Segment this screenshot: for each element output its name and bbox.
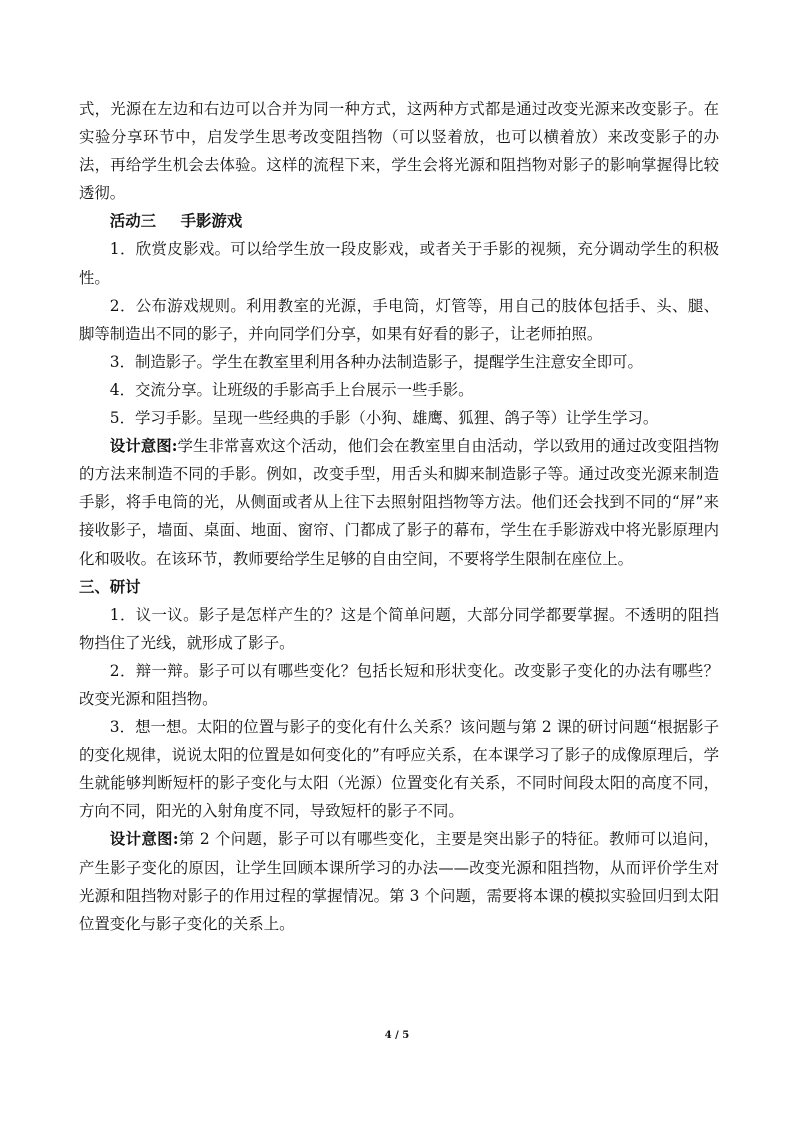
list-item: 1．欣赏皮影戏。可以给学生放一段皮影戏，或者关于手影的视频，充分调动学生的积极性。: [79, 240, 719, 287]
design-intent-paragraph: [79, 825, 719, 937]
activity-label: 活动三: [109, 212, 156, 231]
section-heading: 三、研讨: [79, 577, 141, 596]
list-item: 1．议一议。影子是怎样产生的？这是个简单问题，大部分同学都要掌握。不透明的阻挡物挡住了光线，就形成了影子。: [79, 605, 719, 652]
design-intent-text: 第 2 个问题，影子可以有哪些变化，主要是突出影子的特征。教师可以追问，产生影子变化的原因，让学生回顾本课所学习的办法——改变光源和阻挡物，从而评价学生对光源和阻挡物对影子的作用过程的掌握情况。第 3 个问题，需要将本课的模拟实验回归到太阳位置变化与影子变化的关系上。: [79, 830, 719, 933]
list-item: 2．辩一辩。影子可以有哪些变化？包括长短和形状变化。改变影子变化的办法有哪些？改变光源和阻挡物。: [79, 661, 719, 708]
design-intent-text: 学生非常喜欢这个活动，他们会在教室里自由活动，学以致用的通过改变阻挡物的方法来制造不同的手影。例如，改变手型，用舌头和脚来制造影子等。通过改变光源来制造手影，将手电筒的光，从侧面或者从上往下去照射阻挡物等方法。他们还会找到不同的“屏”来接收影子，墙面、桌面、地面、窗帘、门都成了影子的幕布，学生在手影游戏中将光影原理内化和吸收。在该环节，教师要给学生足够的自由空间，不要将学生限制在座位上。: [79, 437, 719, 568]
list-item: 2．公布游戏规则。利用教室的光源，手电筒，灯管等，用自己的肢体包括手、头、腿、脚等制造出不同的影子，并向同学们分享，如果有好看的影子，让老师拍照。: [79, 296, 719, 343]
list-item: 4．交流分享。让班级的手影高手上台展示一些手影。: [109, 380, 474, 399]
paragraph-continuation: 式，光源在左边和右边可以合并为同一种方式，这两种方式都是通过改变光源来改变影子。在实验分享环节中，启发学生思考改变阻挡物（可以竖着放，也可以横着放）来改变影子的办法，再给学生机会去体验。这样的流程下来，学生会将光源和阻挡物对影子的影响掌握得比较透彻。: [79, 100, 719, 203]
page-number: 4 / 5: [384, 1030, 410, 1041]
activity-heading: [79, 207, 719, 235]
list-item: 3．想一想。太阳的位置与影子的变化有什么关系？该问题与第 2 课的研讨问题“根据影子的变化规律，说说太阳的位置是如何变化的”有呼应关系，在本课学习了影子的成像原理后，学生就能够判断短杆的影子变化与太阳（光源）位置变化有关系，不同时间段太阳的高度不同，方向不同，阳光的入射角度不同，导致短杆的影子不同。: [79, 718, 719, 821]
activity-title: 手影游戏: [180, 212, 243, 231]
design-intent-label: 设计意图:: [109, 830, 179, 849]
document-body: [79, 95, 719, 938]
design-intent-label: 设计意图:: [109, 437, 178, 456]
design-intent-paragraph: [79, 432, 719, 572]
list-item: 3．制造影子。学生在教室里利用各种办法制造影子，提醒学生注意安全即可。: [109, 352, 643, 371]
list-item: 5．学习手影。呈现一些经典的手影（小狗、雄鹰、狐狸、鸽子等）让学生学习。: [109, 409, 659, 428]
